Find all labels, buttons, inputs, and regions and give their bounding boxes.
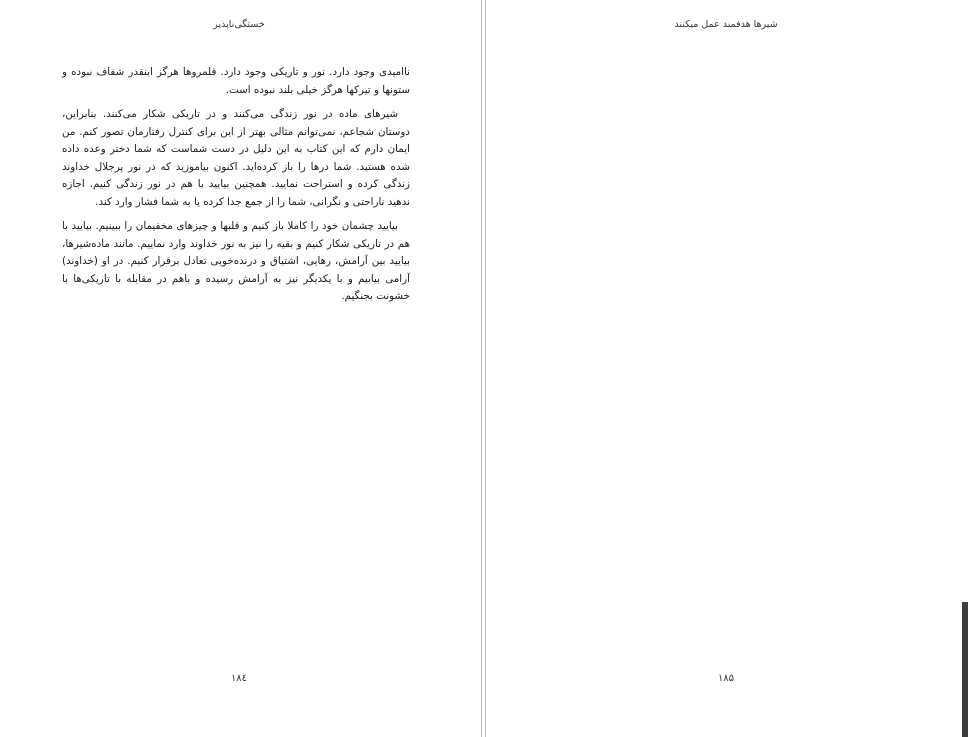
paragraph: بیایید چشمان خود را کاملا باز کنیم و قلبها و چیزهای مخفیمان را ببینیم. بیایید با هم در تاریکی شکار کنیم و بقیه را نیز به نور خداوند وارد نماییم. مانند ماده‌شیرها، بیایید بین آرامش، رهایی، اشتیاق و درنده‌خویی تعادل برقرار کنیم. در او (خداوند) آرامی بیابیم و با یکدیگر نیز به آرامش رسیده و باهم در مقابله با تاریکی‌ها با خشونت بجنگیم. xyxy=(62,220,410,302)
running-header: شیرها هدفمند عمل میکنند xyxy=(674,19,778,30)
paragraph: ناامیدی وجود دارد. نور و تاریکی وجود دارد. قلمروها هرگز اینقدر شفاف نبوده و ستونها و تیرکها هرگز خیلی بلند نبوده است. xyxy=(62,66,410,96)
left-page xyxy=(0,0,478,737)
page-divider xyxy=(481,0,482,737)
page-divider xyxy=(485,0,486,737)
page-number: ۱۸۵ xyxy=(717,673,735,684)
page-number: ۱۸٤ xyxy=(230,673,248,684)
running-header: خستگی‌ناپذیر xyxy=(213,19,265,30)
body-text xyxy=(62,64,410,313)
scrollbar-thumb[interactable] xyxy=(962,602,968,737)
paragraph: شیرهای ماده در نور زندگی می‌کنند و در تاریکی شکار می‌کنند. بنابراین، دوستان شجاعم، نمی‌توانم مثالی بهتر از این برای کنترل رفتارمان تصور کنم. من ایمان دارم که این کتاب به این دلیل در دست شماست که شما دختر وعده داده شده هستید. شما درها را باز کرده‌اید. اکنون بیاموزید که در نور پرجلال خداوند زندگی کرده و استراحت نمایید. همچنین بیایید با هم در نور زندگی کنیم. اجازه ندهید ناراحتی و نگرانی، شما را از جمع جدا کرده یا به شما فشار وارد کند. xyxy=(62,108,410,208)
right-page xyxy=(489,0,963,737)
